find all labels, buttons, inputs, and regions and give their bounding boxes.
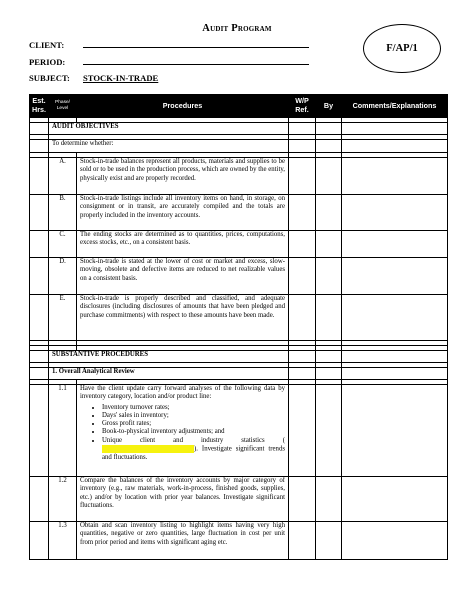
procedure-number: 1.1 bbox=[49, 385, 77, 477]
objective-text: Stock-in-trade is properly described and classified, and adequate disclosures (including disclosures of amounts that have been pledged and purchase commitments) with respect to these amounts have been made. bbox=[77, 295, 289, 341]
procedure-text bbox=[77, 385, 289, 477]
list-item: • Inventory turnover rates; bbox=[102, 404, 285, 412]
table-row bbox=[30, 477, 448, 522]
table-row bbox=[30, 368, 448, 380]
col-procedures: Procedures bbox=[77, 95, 289, 118]
objective-text: Stock-in-trade is stated at the lower of cost or market and excess, slow-moving, obsolete and defective items are reduced to net realizable values on a consistent basis. bbox=[77, 258, 289, 295]
table-header-row bbox=[30, 95, 448, 118]
procedure-number: 1.2 bbox=[49, 477, 77, 522]
objective-text: Stock-in-trade balances represent all products, materials and supplies to be sold or to be used in the production process, which are owned by the entity, physically exist and are properly recorded. bbox=[77, 158, 289, 195]
highlighted-blank[interactable] bbox=[102, 445, 194, 453]
objective-text: The ending stocks are determined as to quantities, prices, computations, excess stocks, etc., on a consistent basis. bbox=[77, 231, 289, 258]
reference-oval bbox=[363, 24, 441, 73]
table-row bbox=[30, 351, 448, 363]
objective-letter: A. bbox=[49, 158, 77, 195]
client-label: CLIENT: bbox=[29, 40, 65, 50]
table-row bbox=[30, 231, 448, 258]
bullet-text-start: Unique client and industry statistics ( bbox=[102, 436, 285, 444]
page-title: Audit Program bbox=[202, 23, 272, 34]
section-1-heading: 1. Overall Analytical Review bbox=[49, 368, 289, 380]
procedure-text: Compare the balances of the inventory accounts by major category of inventory (e.g., raw materials, work-in-process, finished goods, supplies, etc.) and/or by location with prior year balances. Investigate significant fluctuations. bbox=[77, 477, 289, 522]
procedure-intro: Have the client update carry forward analyses of the following data by inventory category, location and/or product line: bbox=[80, 385, 285, 401]
list-item: • Days' sales in inventory; bbox=[102, 412, 285, 420]
procedure-text: Obtain and scan inventory listing to highlight items having very high quantities, negative or zero quantities, large fluctuation in cost per unit from prior period and items with significant aging etc. bbox=[77, 522, 289, 560]
determine-text: To determine whether: bbox=[49, 140, 289, 153]
table-row bbox=[30, 522, 448, 560]
period-label: PERIOD: bbox=[29, 57, 66, 67]
list-item bbox=[102, 437, 285, 462]
audit-objectives-heading: AUDIT OBJECTIVES bbox=[49, 123, 289, 135]
table-row bbox=[30, 295, 448, 341]
subject-value: STOCK-IN-TRADE bbox=[83, 73, 159, 83]
subject-label: SUBJECT: bbox=[29, 73, 70, 83]
table-row bbox=[30, 258, 448, 295]
period-field-line[interactable] bbox=[83, 64, 309, 65]
list-item: • Book-to-physical inventory adjustments; and bbox=[102, 428, 285, 436]
client-field-line[interactable] bbox=[83, 47, 309, 48]
procedure-number: 1.3 bbox=[49, 522, 77, 560]
objective-letter: B. bbox=[49, 195, 77, 231]
table-row bbox=[30, 385, 448, 477]
table-row bbox=[30, 195, 448, 231]
bullet-text-end: ). Investigate significant trends and fluctuations. bbox=[102, 445, 285, 461]
col-wp-ref: W/P Ref. bbox=[289, 95, 316, 118]
objective-letter: D. bbox=[49, 258, 77, 295]
objective-letter: C. bbox=[49, 231, 77, 258]
objective-letter: E. bbox=[49, 295, 77, 341]
table-row bbox=[30, 140, 448, 153]
substantive-procedures-heading: SUBSTANTIVE PROCEDURES bbox=[49, 351, 289, 363]
procedure-bullet-list bbox=[80, 404, 285, 463]
audit-program-table bbox=[29, 94, 448, 560]
reference-code: F/AP/1 bbox=[386, 43, 418, 54]
col-comments: Comments/Explanations bbox=[342, 95, 448, 118]
col-phase-level: Phase/ Level bbox=[49, 95, 77, 118]
list-item: • Gross profit rates; bbox=[102, 420, 285, 428]
table-row bbox=[30, 123, 448, 135]
col-by: By bbox=[316, 95, 342, 118]
table-row bbox=[30, 158, 448, 195]
col-est-hrs: Est. Hrs. bbox=[30, 95, 49, 118]
objective-text: Stock-in-trade listings include all inventory items on hand, in storage, on consignment or in transit, are accurately compiled and the totals are properly included in the inventory accounts. bbox=[77, 195, 289, 231]
